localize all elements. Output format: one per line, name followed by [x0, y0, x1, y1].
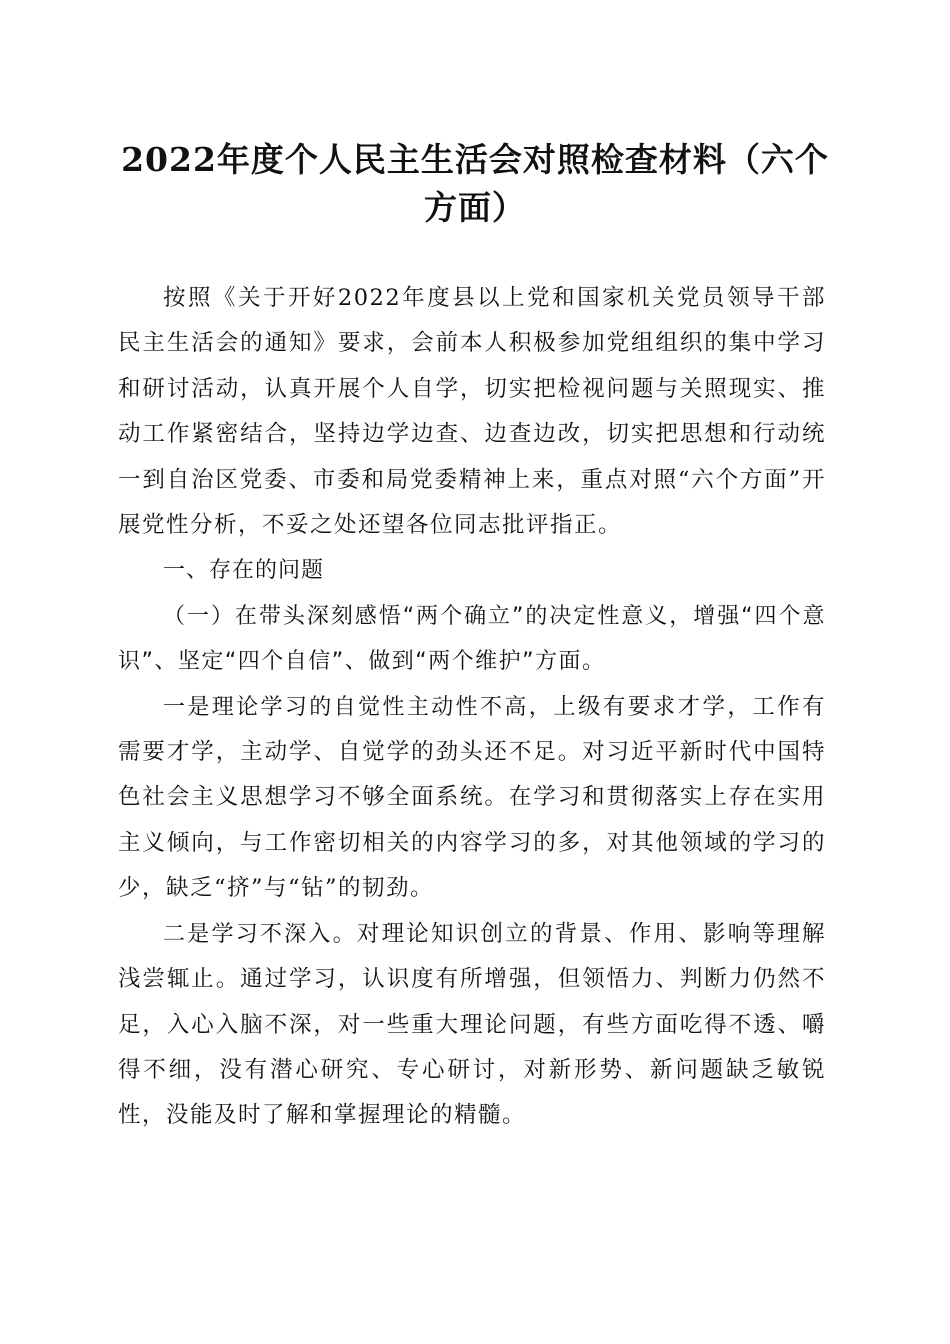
- point-1-text: 上级有要求才学，工作有需要才学，主动学、自觉学的劲头还不足。对习近平新时代中国特色社会主义思想学习不够全面系统。在学习和贯彻落实上存在实用主义倾向，与工作密切相关的内容学习的多，对其他领域的学习的少，缺乏“挤”与“钻”的韧劲。: [118, 693, 826, 902]
- document-body: [118, 276, 826, 1139]
- point-paragraph-1: [118, 685, 826, 912]
- section-heading: 一、存在的问题: [163, 558, 325, 584]
- intro-paragraph: 按照《关于开好2022年度县以上党和国家机关党员领导干部民主生活会的通知》要求，会前本人积极参加党组组织的集中学习和研讨活动，认真开展个人自学，切实把检视问题与关照现实、推动工作紧密结合，坚持边学边查、边查边改，切实把思想和行动统一到自治区党委、市委和局党委精神上来，重点对照“六个方面”开展党性分析，不妥之处还望各位同志批评指正。: [118, 285, 826, 539]
- point-paragraph-2: [118, 912, 826, 1139]
- point-2-lead: 二是学习不深入。: [163, 921, 357, 947]
- document-title: 2022年度个人民主生活会对照检查材料（六个方面）: [121, 140, 829, 227]
- point-1-lead: 一是理论学习的自觉性主动性不高，: [163, 694, 554, 720]
- subsection-heading: （一）在带头深刻感悟“两个确立”的决定性意义，增强“四个意识”、坚定“四个自信”、做到“两个维护”方面。: [118, 603, 826, 675]
- point-2-text: 对理论知识创立的背景、作用、影响等理解浅尝辄止。通过学习，认识度有所增强，但领悟力、判断力仍然不足，入心入脑不深，对一些重大理论问题，有些方面吃得不透、嚼得不细，没有潜心研究、专心研讨，对新形势、新问题缺乏敏锐性，没能及时了解和掌握理论的精髓。: [118, 920, 826, 1129]
